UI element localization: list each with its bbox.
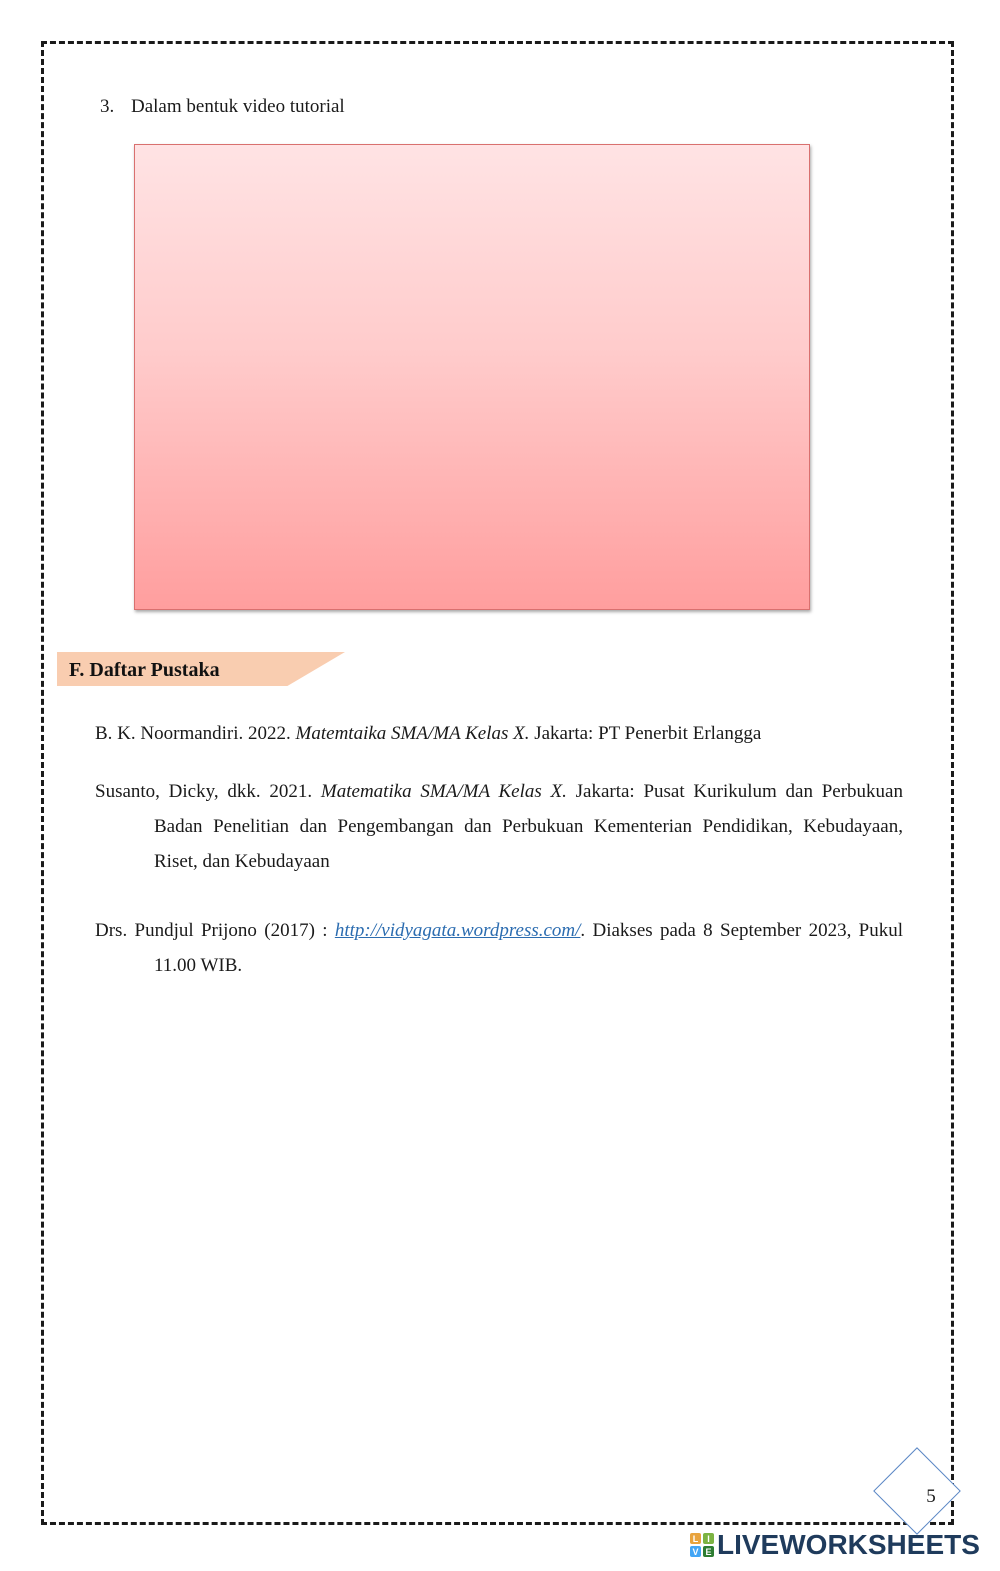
section-title: F. Daftar Pustaka xyxy=(69,659,220,681)
page-number: 5 xyxy=(926,1486,936,1507)
reference-item: Susanto, Dicky, dkk. 2021. Matematika SMA/MA Kelas X. Jakarta: Pusat Kurikulum dan Perbukuan Badan Penelitian dan Pengembangan dan Perbukuan Kementerian Pendidikan, Kebudayaan, Riset, dan Kebudayaan xyxy=(95,781,903,872)
liveworksheets-text: LIVEWORKSHEETS xyxy=(717,1529,980,1560)
reference-title: Matematika SMA/MA Kelas X. xyxy=(320,781,567,802)
video-tutorial-placeholder[interactable] xyxy=(134,144,810,610)
list-item-video-tutorial xyxy=(100,94,345,120)
reference-link[interactable]: http://vidyagata.wordpress.com/ xyxy=(334,920,581,941)
list-number: 3. xyxy=(100,96,115,117)
list-item-text: Dalam bentuk video tutorial xyxy=(131,96,345,117)
liveworksheets-logo xyxy=(690,1528,980,1562)
reference-item: Drs. Pundjul Prijono (2017) : http://vidyagata.wordpress.com/. Diakses pada 8 September 2023, Pukul 11.00 WIB. xyxy=(95,920,903,976)
liveworksheets-grid-icon: L I V E xyxy=(690,1533,714,1557)
reference-title: Matemtaika SMA/MA Kelas X. xyxy=(295,723,530,744)
reference-item: B. K. Noormandiri. 2022. Matemtaika SMA/MA Kelas X. Jakarta: PT Penerbit Erlangga xyxy=(95,723,762,744)
